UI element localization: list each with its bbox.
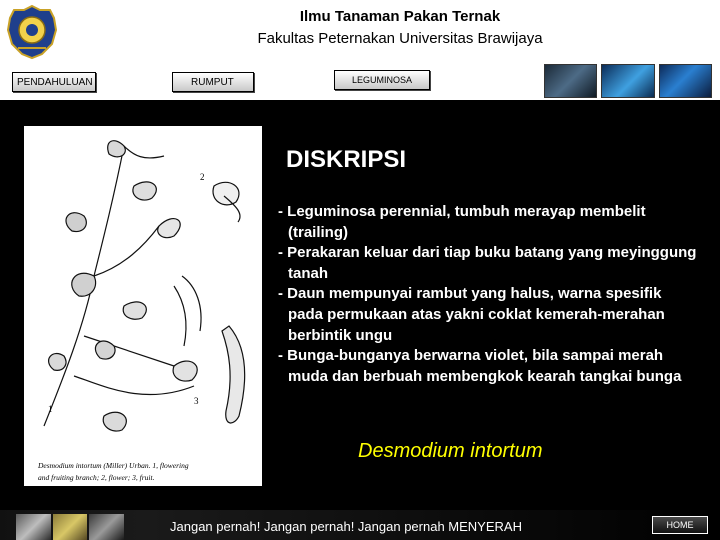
description-item: - Daun mempunyai rambut yang halus, warna spesifik pada permukaan atas yakni coklat kemerah-merahan berbintik ungu: [278, 285, 665, 344]
description-list: [278, 202, 698, 387]
page-title: Ilmu Tanaman Pakan Ternak: [299, 8, 501, 25]
figure-label-1: 1: [48, 404, 53, 414]
decorative-photo: [544, 64, 597, 98]
nav-button-pendahuluan[interactable]: PENDAHULUAN: [12, 72, 96, 92]
plant-illustration: [24, 126, 262, 486]
decorative-photo: [601, 64, 654, 98]
home-button[interactable]: HOME: [652, 516, 708, 534]
footer-image-strip: [16, 514, 124, 540]
footer-motto: Jangan pernah! Jangan pernah! Jangan pernah MENYERAH: [170, 519, 522, 534]
nav-button-rumput[interactable]: RUMPUT: [172, 72, 254, 92]
header-banner: [0, 0, 720, 100]
figure-label-3: 3: [194, 396, 199, 406]
decorative-photo: [659, 64, 712, 98]
desmodium-drawing: [24, 126, 262, 486]
page-subtitle: Fakultas Peternakan Universitas Brawijaya: [257, 30, 543, 47]
figure-label-2: 2: [200, 172, 205, 182]
description-item: - Leguminosa perennial, tumbuh merayap membelit (trailing): [278, 203, 646, 241]
header-photo-strip: [544, 64, 712, 98]
description-item: - Bunga-bunganya berwarna violet, bila sampai merah muda dan berbuah membengkok kearah tangkai bunga: [278, 347, 682, 385]
decorative-photo: [53, 514, 88, 540]
nav-button-leguminosa[interactable]: LEGUMINOSA: [334, 70, 430, 90]
figure-caption-line1: Desmodium intortum (Miller) Urban. 1, flowering: [38, 461, 189, 470]
figure-caption-line2: and fruiting branch; 2, flower; 3, fruit.: [38, 473, 155, 482]
decorative-photo: [89, 514, 124, 540]
decorative-photo: [16, 514, 51, 540]
species-name: Desmodium intortum: [358, 440, 543, 462]
description-item: - Perakaran keluar dari tiap buku batang yang meyinggung tanah: [278, 244, 697, 282]
section-heading: DISKRIPSI: [286, 146, 407, 173]
